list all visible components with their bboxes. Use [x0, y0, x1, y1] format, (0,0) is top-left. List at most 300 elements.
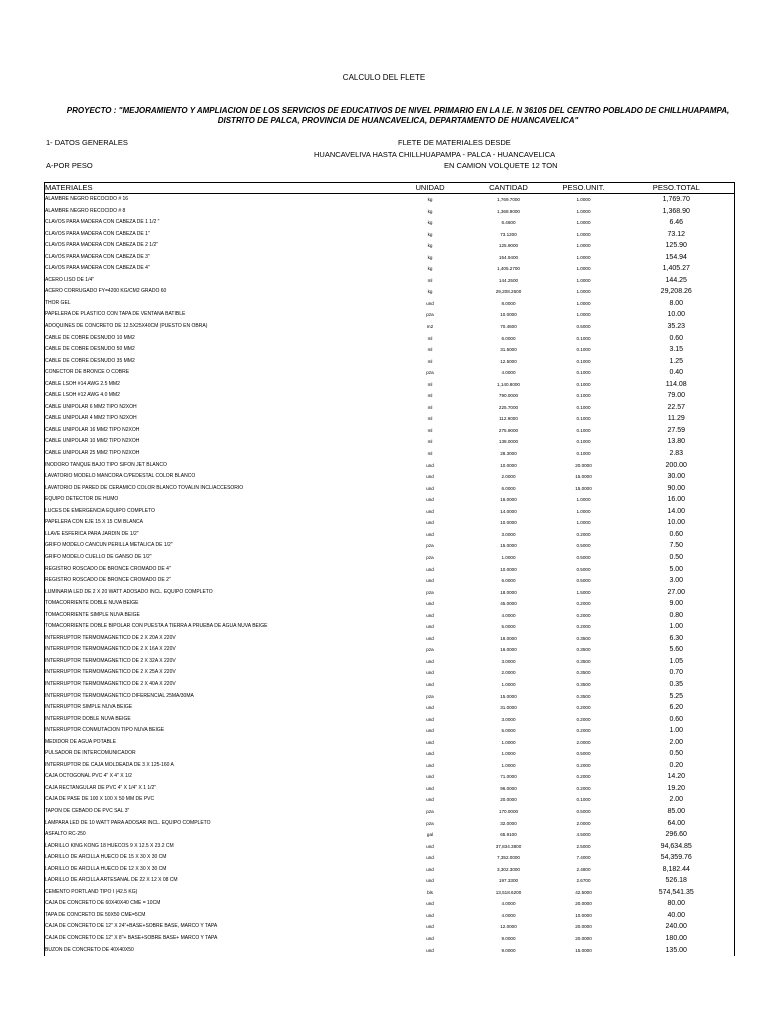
- cell-peso-unit: 2.5000: [576, 843, 591, 849]
- cell-peso-total: 154.94: [619, 252, 735, 264]
- cell-unidad: und: [426, 739, 434, 745]
- route-label: HUANCAVELIVA HASTA CHILLHUAPAMPA - PALCA - HUANCAVELICA: [314, 150, 556, 159]
- cell-material: INTERRUPTOR DOBLE NUVA BEIGE: [45, 714, 392, 726]
- cell-unidad: ml: [427, 393, 433, 399]
- cell-cantidad: 1,140.8000: [497, 381, 520, 387]
- cell-peso-unit: 0.1000: [576, 451, 591, 457]
- cell-material: INTERRUPTOR SIMPLE NUVA BEIGE: [45, 702, 392, 714]
- cell-peso-total: 14.20: [619, 771, 735, 783]
- cell-peso-unit: 2.0000: [576, 820, 591, 826]
- table-row: [45, 564, 735, 576]
- cell-cantidad: 144.2500: [498, 277, 519, 283]
- cell-unidad: kg: [427, 208, 433, 214]
- table-row: [45, 898, 735, 910]
- cell-cantidad: 197.3300: [498, 878, 519, 884]
- cell-peso-total: 0.50: [619, 748, 735, 760]
- cell-cantidad: 8.0000: [501, 300, 516, 306]
- materials-table: [44, 182, 735, 956]
- cell-cantidad: 13,518.6200: [495, 889, 522, 895]
- cell-peso-unit: 1.0000: [576, 220, 591, 226]
- cell-material: CLAVOS PARA MADERA CON CABEZA DE 3": [45, 252, 392, 264]
- cell-peso-unit: 0.3500: [576, 693, 591, 699]
- cell-peso-total: 0.60: [619, 714, 735, 726]
- cell-unidad: pza: [426, 820, 434, 826]
- cell-cantidad: 9.0000: [501, 936, 516, 941]
- table-row: [45, 436, 735, 448]
- cell-cantidad: 170.0000: [498, 808, 519, 814]
- cell-material: CLAVOS PARA MADERA CON CABEZA DE 1 1/2 ": [45, 217, 392, 229]
- cell-unidad: und: [426, 681, 434, 687]
- header-peso-total: PESO.TOTAL: [619, 183, 735, 194]
- cell-material: CABLE UNIPOLAR 10 MM2 TIPO N2XOH: [45, 436, 392, 448]
- cell-peso-unit: 0.2000: [576, 774, 591, 780]
- cell-peso-total: 0.35: [619, 679, 735, 691]
- table-row: [45, 714, 735, 726]
- table-row: [45, 748, 735, 760]
- cell-cantidad: 10.0000: [500, 462, 517, 468]
- cell-cantidad: 12.5000: [500, 358, 517, 364]
- cell-peso-unit: 0.1000: [576, 393, 591, 399]
- cell-peso-unit: 0.5000: [576, 808, 591, 814]
- table-row: [45, 864, 735, 876]
- cell-cantidad: 6.0000: [501, 335, 516, 341]
- cell-unidad: und: [426, 947, 434, 953]
- cell-cantidad: 4.0000: [501, 612, 516, 618]
- table-row: [45, 517, 735, 529]
- cell-peso-unit: 0.5000: [576, 578, 591, 584]
- cell-cantidad: 15.0000: [500, 693, 517, 699]
- table-row: [45, 298, 735, 310]
- cell-peso-unit: 0.3500: [576, 670, 591, 676]
- cell-unidad: pza: [426, 693, 434, 699]
- cell-cantidad: 1,769.7000: [497, 197, 520, 202]
- cell-peso-total: 1.00: [619, 621, 735, 633]
- cell-peso-total: 8.00: [619, 298, 735, 310]
- cell-unidad: kg: [427, 289, 433, 295]
- table-row: [45, 737, 735, 749]
- table-row: [45, 194, 735, 206]
- cell-cantidad: 31.5000: [500, 347, 517, 353]
- cell-cantidad: 1.0000: [501, 762, 516, 768]
- cell-peso-unit: 20.0000: [575, 462, 592, 468]
- cell-material: TOMACORRIENTE DOBLE BIPOLAR CON PUESTA A TIERRA A PRUEBA DE AGUA NUVA BEIGE: [45, 621, 392, 633]
- cell-peso-unit: 0.1000: [576, 381, 591, 387]
- cell-peso-unit: 1.0000: [576, 312, 591, 318]
- cell-unidad: und: [426, 855, 434, 861]
- section-heading: 1- DATOS GENERALES: [46, 138, 128, 147]
- cell-material: CABLE DE COBRE DESNUDO 50 MM2: [45, 344, 392, 356]
- cell-cantidad: 4.0000: [501, 901, 516, 907]
- cell-cantidad: 6.0000: [501, 485, 516, 491]
- cell-cantidad: 138.0000: [498, 439, 519, 445]
- cell-unidad: und: [426, 462, 434, 468]
- cell-unidad: und: [426, 728, 434, 734]
- table-row: [45, 413, 735, 425]
- table-row: [45, 610, 735, 622]
- cell-unidad: ml: [427, 381, 433, 387]
- cell-peso-total: 144.25: [619, 275, 735, 287]
- cell-peso-unit: 15.0000: [575, 947, 592, 953]
- header-cantidad: CANTIDAD: [469, 183, 549, 194]
- table-row: [45, 309, 735, 321]
- cell-unidad: und: [426, 843, 434, 849]
- cell-peso-total: 5.60: [619, 644, 735, 656]
- table-row: [45, 529, 735, 541]
- cell-cantidad: 32.0000: [500, 820, 517, 826]
- subsection-heading: A-POR PESO: [46, 161, 93, 170]
- cell-unidad: pza: [426, 554, 434, 560]
- table-row: [45, 460, 735, 472]
- cell-peso-total: 180.00: [619, 933, 735, 945]
- cell-peso-total: 10.00: [619, 309, 735, 321]
- table-row: [45, 933, 735, 945]
- transport-label: FLETE DE MATERIALES DESDE: [398, 138, 511, 147]
- cell-cantidad: 112.9000: [499, 416, 518, 422]
- cell-peso-unit: 1.0000: [576, 497, 591, 503]
- cell-material: EQUIPO DETECTOR DE HUMO: [45, 494, 392, 506]
- table-row: [45, 344, 735, 356]
- cell-peso-total: 90.00: [619, 483, 735, 495]
- cell-peso-total: 27.59: [619, 425, 735, 437]
- cell-peso-total: 5.00: [619, 564, 735, 576]
- cell-cantidad: 71.0000: [500, 774, 517, 780]
- vehicle-label: EN CAMION VOLQUETE 12 TON: [444, 161, 558, 170]
- cell-cantidad: 20.0000: [500, 797, 517, 803]
- cell-unidad: und: [426, 497, 434, 503]
- cell-peso-total: 29,208.26: [619, 286, 735, 298]
- cell-material: CEMENTO PORTLAND TIPO I (42.5 KG): [45, 887, 392, 899]
- cell-peso-total: 0.60: [619, 333, 735, 345]
- cell-material: CLAVOS PARA MADERA CON CABEZA DE 2 1/2": [45, 240, 392, 252]
- cell-material: INTERRUPTOR TERMOMAGNETICO DIFERENCIAL 25MA/30MA: [45, 691, 392, 703]
- cell-material: LADRILLO DE ARCILLA HUECO DE 15 X 30 X 30 CM: [45, 852, 392, 864]
- cell-peso-unit: 2.4800: [576, 866, 591, 872]
- cell-peso-unit: 0.1000: [576, 416, 591, 422]
- table-row: [45, 321, 735, 333]
- cell-material: LLAVE ESFERICA PARA JARDIN DE 1/2": [45, 529, 392, 541]
- cell-material: GRIFO MODELO CANCUN PERILLA METALICA DE 1/2": [45, 540, 392, 552]
- cell-material: CABLE DE COBRE DESNUDO 35 MM2: [45, 356, 392, 368]
- cell-peso-total: 8,182.44: [619, 864, 735, 876]
- cell-material: ACERO LISO DE 1/4": [45, 275, 392, 287]
- cell-cantidad: 65.9100: [500, 832, 517, 838]
- cell-peso-unit: 0.2000: [576, 624, 591, 630]
- cell-material: PAPELERA DE PLASTICO CON TAPA DE VENTANA BATIBLE: [45, 309, 392, 321]
- cell-peso-total: 85.00: [619, 806, 735, 818]
- table-row: [45, 217, 735, 229]
- cell-peso-unit: 1.0000: [576, 266, 591, 272]
- cell-peso-total: 27.00: [619, 587, 735, 599]
- cell-cantidad: 16.0000: [500, 497, 517, 503]
- cell-unidad: und: [426, 508, 434, 514]
- cell-material: ALAMBRE NEGRO RECOCIDO # 16: [45, 194, 392, 206]
- cell-unidad: ml: [427, 404, 433, 410]
- cell-cantidad: 31.0000: [500, 705, 517, 711]
- page-title: CALCULO DEL FLETE: [342, 73, 426, 82]
- table-row: [45, 910, 735, 922]
- table-row: [45, 587, 735, 599]
- table-row: [45, 390, 735, 402]
- cell-peso-unit: 0.1000: [576, 797, 591, 803]
- cell-material: TAPA DE CONCRETO DE 50X50 CME=5CM: [45, 910, 392, 922]
- cell-material: BUZON DE CONCRETO DE 40X40X50: [45, 945, 392, 957]
- cell-peso-total: 35.23: [619, 321, 735, 333]
- cell-unidad: und: [426, 762, 434, 768]
- cell-unidad: pza: [426, 589, 434, 595]
- cell-cantidad: 2.0000: [501, 474, 516, 480]
- cell-peso-total: 114.08: [619, 379, 735, 391]
- cell-peso-unit: 0.3500: [576, 635, 591, 641]
- cell-material: INTERRUPTOR TERMOMAGNETICO DE 2 X 25A X 220V: [45, 667, 392, 679]
- table-row: [45, 402, 735, 414]
- cell-peso-total: 6.46: [619, 217, 735, 229]
- cell-unidad: und: [426, 300, 434, 306]
- cell-peso-unit: 0.1000: [576, 427, 591, 433]
- cell-peso-unit: 0.1000: [576, 358, 591, 364]
- cell-unidad: ml: [427, 347, 433, 353]
- cell-peso-unit: 7.4000: [576, 855, 591, 861]
- cell-material: GRIFO MODELO CUELLO DE GANSO DE 1/2": [45, 552, 392, 564]
- cell-peso-total: 94,634.85: [619, 841, 735, 853]
- cell-cantidad: 10.0000: [500, 566, 517, 572]
- cell-peso-total: 200.00: [619, 460, 735, 472]
- cell-unidad: und: [426, 624, 434, 630]
- table-row: [45, 263, 735, 275]
- cell-unidad: und: [426, 566, 434, 572]
- cell-unidad: und: [426, 635, 434, 641]
- cell-cantidad: 3,302.3000: [497, 866, 520, 872]
- cell-material: CABLE UNIPOLAR 25 MM2 TIPO N2XOH: [45, 448, 392, 460]
- cell-cantidad: 3.0000: [501, 531, 516, 537]
- cell-material: LADRILLO DE ARCILLA ARTESANAL DE 22 X 12 X 08 CM: [45, 875, 392, 887]
- cell-cantidad: 45.0000: [500, 601, 517, 607]
- cell-material: INODORO TANQUE BAJO TIPO SIFON JET BLANCO: [45, 460, 392, 472]
- cell-peso-unit: 0.3500: [576, 681, 591, 687]
- cell-material: THOR GEL: [45, 298, 392, 310]
- cell-peso-total: 54,359.76: [619, 852, 735, 864]
- cell-peso-total: 0.80: [619, 610, 735, 622]
- cell-material: ADOQUINES DE CONCRETO DE 12.5X25X40CM (PUESTO EN OBRA): [45, 321, 392, 333]
- cell-material: INTERRUPTOR TERMOMAGNETICO DE 2 X 20A X 220V: [45, 633, 392, 645]
- cell-material: CLAVOS PARA MADERA CON CABEZA DE 4": [45, 263, 392, 275]
- cell-peso-total: 2.83: [619, 448, 735, 460]
- cell-unidad: kg: [427, 243, 433, 249]
- cell-unidad: und: [426, 601, 434, 607]
- cell-peso-total: 1,405.27: [619, 263, 735, 275]
- cell-peso-total: 1.25: [619, 356, 735, 368]
- cell-cantidad: 4.0000: [501, 370, 516, 376]
- cell-unidad: und: [426, 866, 434, 872]
- cell-peso-unit: 0.5000: [576, 751, 591, 757]
- cell-cantidad: 96.0000: [500, 785, 517, 791]
- cell-unidad: m2: [426, 324, 434, 330]
- table-row: [45, 540, 735, 552]
- cell-peso-total: 526.18: [619, 875, 735, 887]
- table-row: [45, 333, 735, 345]
- cell-peso-unit: 0.2000: [576, 705, 591, 711]
- cell-peso-total: 5.25: [619, 691, 735, 703]
- cell-material: CABLE LSOH #14 AWG 2.5 MM2: [45, 379, 392, 391]
- cell-material: ASFALTO RC-250: [45, 829, 392, 841]
- table-row: [45, 621, 735, 633]
- header-unidad: UNIDAD: [392, 183, 469, 194]
- cell-cantidad: 15.0000: [500, 543, 517, 549]
- cell-material: CABLE UNIPOLAR 16 MM2 TIPO N2XOH: [45, 425, 392, 437]
- cell-material: CABLE UNIPOLAR 4 MM2 TIPO N2XOH: [45, 413, 392, 425]
- table-row: [45, 286, 735, 298]
- cell-unidad: und: [426, 705, 434, 711]
- cell-unidad: und: [426, 797, 434, 803]
- cell-peso-unit: 0.5000: [576, 554, 591, 560]
- cell-peso-total: 0.40: [619, 367, 735, 379]
- cell-peso-total: 22.57: [619, 402, 735, 414]
- cell-cantidad: 1.0000: [501, 739, 516, 745]
- cell-unidad: und: [426, 936, 434, 941]
- cell-material: LAMPARA LED DE 10 WATT PARA ADOSAR INCL. EQUIPO COMPLETO: [45, 818, 392, 830]
- cell-peso-unit: 0.2000: [576, 762, 591, 768]
- cell-peso-total: 240.00: [619, 921, 735, 933]
- cell-peso-total: 80.00: [619, 898, 735, 910]
- cell-material: CONECTOR DE BRONCE O COBRE: [45, 367, 392, 379]
- cell-peso-total: 2.00: [619, 794, 735, 806]
- cell-unidad: ml: [427, 335, 433, 341]
- cell-cantidad: 5.0000: [501, 728, 516, 734]
- cell-cantidad: 1.0000: [501, 751, 516, 757]
- cell-cantidad: 154.9400: [498, 254, 519, 260]
- cell-peso-total: 79.00: [619, 390, 735, 402]
- cell-peso-total: 40.00: [619, 910, 735, 922]
- cell-peso-unit: 0.2000: [576, 716, 591, 722]
- table-row: [45, 760, 735, 772]
- cell-peso-total: 1,368.90: [619, 206, 735, 218]
- cell-unidad: ml: [427, 416, 433, 422]
- cell-cantidad: 125.9000: [498, 243, 519, 249]
- cell-cantidad: 6.0000: [501, 578, 516, 584]
- cell-peso-unit: 0.2000: [576, 612, 591, 618]
- cell-unidad: pza: [426, 370, 434, 376]
- table-row: [45, 494, 735, 506]
- table-row: [45, 598, 735, 610]
- cell-unidad: kg: [427, 197, 433, 202]
- project-label: PROYECTO :: [66, 106, 117, 115]
- cell-peso-unit: 1.0000: [576, 289, 591, 295]
- cell-peso-unit: 2.6700: [576, 878, 591, 884]
- cell-peso-unit: 0.1000: [576, 347, 591, 353]
- cell-material: ACERO CORRUGADO FY=4200 KG/CM2 GRADO 60: [45, 286, 392, 298]
- table-body: [45, 194, 735, 957]
- cell-unidad: kg: [427, 231, 433, 237]
- cell-cantidad: 12.0000: [500, 924, 517, 930]
- cell-cantidad: 3.0000: [501, 658, 516, 664]
- cell-unidad: und: [426, 670, 434, 676]
- cell-material: CAJA DE CONCRETO DE 12" X 24"+BASE+SOBRE BASE, MARCO Y TAPA: [45, 921, 392, 933]
- cell-peso-total: 9.00: [619, 598, 735, 610]
- cell-cantidad: 73.1200: [500, 231, 517, 237]
- cell-peso-total: 73.12: [619, 229, 735, 241]
- table-row: [45, 725, 735, 737]
- cell-unidad: und: [426, 658, 434, 664]
- cell-unidad: und: [426, 612, 434, 618]
- cell-peso-unit: 1.0000: [576, 231, 591, 237]
- cell-material: LUMINARIA LED DE 2 X 20 WATT ADOSADO INCL. EQUIPO COMPLETO: [45, 587, 392, 599]
- table-row: [45, 471, 735, 483]
- cell-unidad: und: [426, 785, 434, 791]
- table-row: [45, 379, 735, 391]
- cell-unidad: kg: [427, 254, 433, 260]
- cell-peso-total: 13.80: [619, 436, 735, 448]
- cell-unidad: und: [426, 520, 434, 526]
- table-row: [45, 656, 735, 668]
- cell-peso-total: 1.00: [619, 725, 735, 737]
- cell-peso-unit: 15.0000: [575, 485, 592, 491]
- cell-cantidad: 29,208.2600: [495, 289, 522, 295]
- table-row: [45, 240, 735, 252]
- table-row: [45, 852, 735, 864]
- cell-unidad: pza: [426, 808, 434, 814]
- cell-peso-unit: 1.0000: [576, 243, 591, 249]
- table-row: [45, 771, 735, 783]
- table-row: [45, 887, 735, 899]
- cell-peso-unit: 0.2000: [576, 601, 591, 607]
- cell-unidad: und: [426, 774, 434, 780]
- cell-peso-unit: 10.0000: [575, 912, 592, 918]
- cell-peso-total: 1,769.70: [619, 194, 735, 206]
- table-row: [45, 229, 735, 241]
- cell-peso-unit: 20.0000: [575, 901, 592, 907]
- cell-cantidad: 1,405.2700: [497, 266, 520, 272]
- table-row: [45, 806, 735, 818]
- cell-material: ALAMBRE NEGRO RECOCIDO # 8: [45, 206, 392, 218]
- cell-material: REGISTRO ROSCADO DE BRONCE CROMADO DE 4": [45, 564, 392, 576]
- project-text: "MEJORAMIENTO Y AMPLIACION DE LOS SERVICIOS DE EDUCATIVOS DE NIVEL PRIMARIO EN LA I.E. N 36105 DEL CENTRO POBLADO DE CHILLHUAPAMPA, DISTRITO DE PALCA, PROVINCIA DE HUANCAVELICA, DEPARTAMENTO DE HUANCAVELICA": [118, 106, 730, 125]
- table-row: [45, 702, 735, 714]
- table-row: [45, 818, 735, 830]
- cell-peso-unit: 0.1000: [576, 404, 591, 410]
- cell-material: REGISTRO ROSCADO DE BRONCE CROMADO DE 2": [45, 575, 392, 587]
- cell-unidad: pza: [426, 543, 434, 549]
- table-row: [45, 691, 735, 703]
- cell-peso-total: 64.00: [619, 818, 735, 830]
- table-row: [45, 448, 735, 460]
- cell-peso-unit: 0.5000: [576, 566, 591, 572]
- cell-unidad: ml: [427, 451, 433, 457]
- cell-peso-total: 1.05: [619, 656, 735, 668]
- cell-material: LAVATORIO MODELO MANCORA C/PEDESTAL COLOR BLANCO: [45, 471, 392, 483]
- cell-peso-total: 2.00: [619, 737, 735, 749]
- cell-material: TOMACORRIENTE DOBLE NUVA BEIGE: [45, 598, 392, 610]
- table-row: [45, 356, 735, 368]
- table-row: [45, 829, 735, 841]
- cell-cantidad: 1.0000: [501, 681, 516, 687]
- cell-unidad: und: [426, 751, 434, 757]
- cell-peso-unit: 20.0000: [575, 936, 592, 941]
- project-description: [48, 106, 748, 126]
- table-row: [45, 367, 735, 379]
- table-row: [45, 425, 735, 437]
- cell-unidad: und: [426, 878, 434, 884]
- cell-peso-total: 135.00: [619, 945, 735, 957]
- cell-material: CABLE UNIPOLAR 6 MM2 TIPO N2XOH: [45, 402, 392, 414]
- cell-cantidad: 16.0000: [500, 647, 517, 653]
- cell-material: INTERRUPTOR TERMOMAGNETICO DE 2 X 40A X 220V: [45, 679, 392, 691]
- table-row: [45, 552, 735, 564]
- header-materiales: MATERIALES: [45, 183, 392, 194]
- cell-peso-total: 11.29: [619, 413, 735, 425]
- table-row: [45, 794, 735, 806]
- cell-peso-total: 296.60: [619, 829, 735, 841]
- table-row: [45, 644, 735, 656]
- cell-peso-unit: 1.0000: [576, 520, 591, 526]
